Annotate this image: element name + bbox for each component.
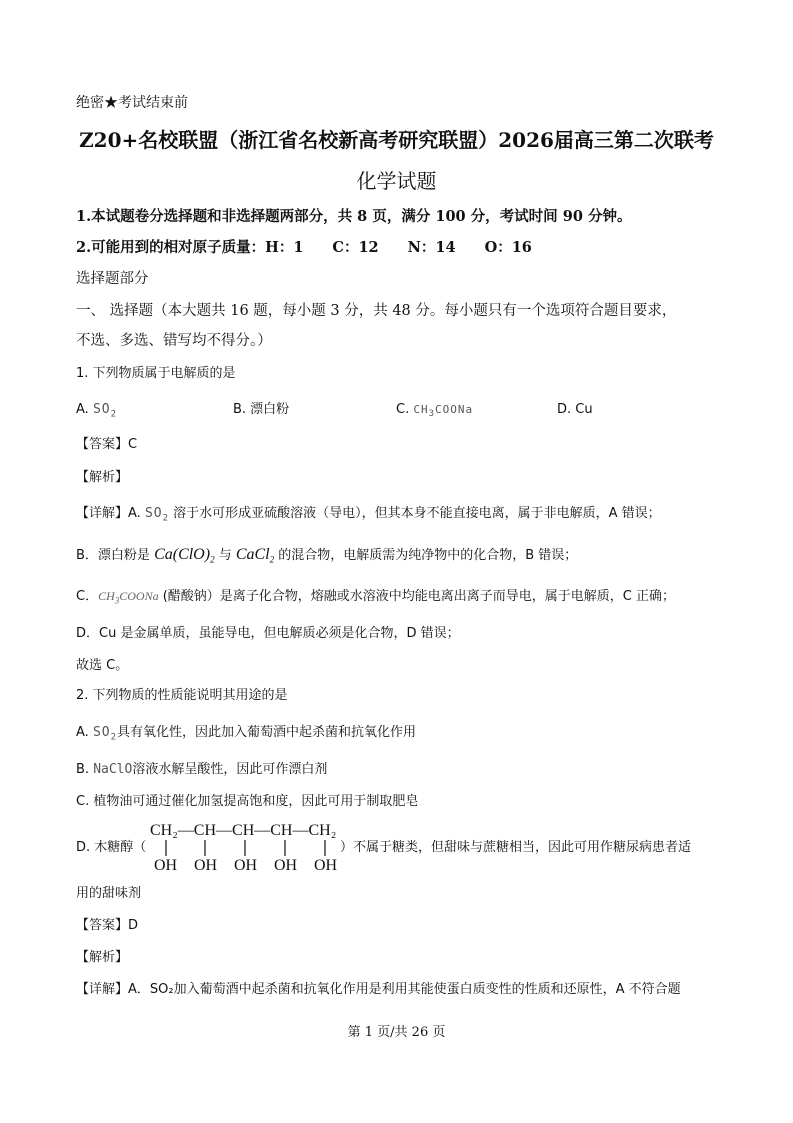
q1-option-c: C. $CH_3COONa$: [396, 402, 474, 420]
xylitol-oh-1: OH: [154, 857, 178, 874]
q2-detail-a: 【详解】A．SO₂加入葡萄酒中起杀菌和抗氧化作用是利用其能使蛋白质变性的性质和还原性，A 不符合题: [76, 982, 681, 997]
xylitol-oh-2: OH: [194, 857, 218, 874]
q2-option-a: A. $SO_2$具有氧化性，因此加入葡萄酒中起杀菌和抗氧化作用: [76, 725, 417, 743]
q2-option-d-pre: D. 木糖醇（: [76, 840, 147, 855]
q1-stem: 1. 下列物质属于电解质的是: [76, 366, 236, 381]
q2-option-d-post: ）不属于糖类，但甜味与蔗糖相当，因此可用作糖尿病患者适: [340, 840, 692, 855]
page-footer: 第 1 页/共 26 页: [347, 1025, 446, 1040]
q2-analysis-label: 【解析】: [76, 950, 129, 965]
q1-analysis-label: 【解析】: [76, 470, 129, 485]
xylitol-structure: [148, 820, 358, 876]
instruction-2: 2.可能用到的相对原子质量：H：1 C：12 N：14 O：16: [76, 239, 532, 256]
part-heading: 选择题部分: [76, 271, 149, 287]
section-heading-cont: 不选、多选、错写均不得分。）: [76, 333, 272, 349]
q1-option-a: A. $SO_2$: [76, 402, 118, 420]
xylitol-oh-3: OH: [234, 857, 258, 874]
q1-detail-d: D．Cu 是金属单质，虽能导电，但电解质必须是化合物，D 错误；: [76, 626, 460, 641]
q1-conclusion: 故选 C。: [76, 658, 129, 673]
q2-answer: 【答案】D: [76, 918, 139, 933]
xylitol-oh-5: OH: [314, 857, 338, 874]
q2-stem: 2. 下列物质的性质能说明其用途的是: [76, 688, 288, 703]
xylitol-oh-4: OH: [274, 857, 298, 874]
q1-detail-b: B．漂白粉是 $Ca(ClO)_2$ 与 CaCl$_2$ 的混合物，电解质需为纯净物中的化合物，B 错误；: [76, 546, 578, 565]
q2-option-c: C. 植物油可通过催化加氢提高饱和度，因此可用于制取肥皂: [76, 794, 419, 809]
instruction-1: 1.本试题卷分选择题和非选择题两部分，共 8 页，满分 100 分，考试时间 90 分钟。: [76, 208, 632, 225]
q1-detail-a: 【详解】A. $SO_2$ 溶于水可形成亚硫酸溶液（导电），但其本身不能直接电离，属于非电解质，A 错误；: [76, 506, 661, 524]
exam-subject: 化学试题: [356, 169, 437, 193]
section-heading: 一、 选择题（本大题共 16 题，每小题 3 分，共 48 分。每小题只有一个选项符合题目要求，: [76, 303, 677, 319]
xylitol-backbone: CH₂—CH—CH—CH—CH₂: [150, 822, 337, 839]
exam-title: Z20+名校联盟（浙江省名校新高考研究联盟）2026届高三第二次联考: [79, 128, 714, 152]
q1-option-d: D. Cu: [557, 402, 593, 417]
q2-option-b: B. NaClO溶液水解呈酸性，因此可作漂白剂: [76, 762, 328, 777]
q1-option-b: B. 漂白粉: [233, 402, 290, 417]
q2-option-d-cont: 用的甜味剂: [76, 886, 142, 901]
secret-label: 绝密★考试结束前: [76, 95, 188, 111]
q1-detail-c: C．$CH_3COONa$ (醋酸钠）是离子化合物，熔融或水溶液中均能电离出离子而导电，属于电解质，C 正确；: [76, 589, 676, 606]
q1-answer: 【答案】C: [76, 437, 138, 452]
